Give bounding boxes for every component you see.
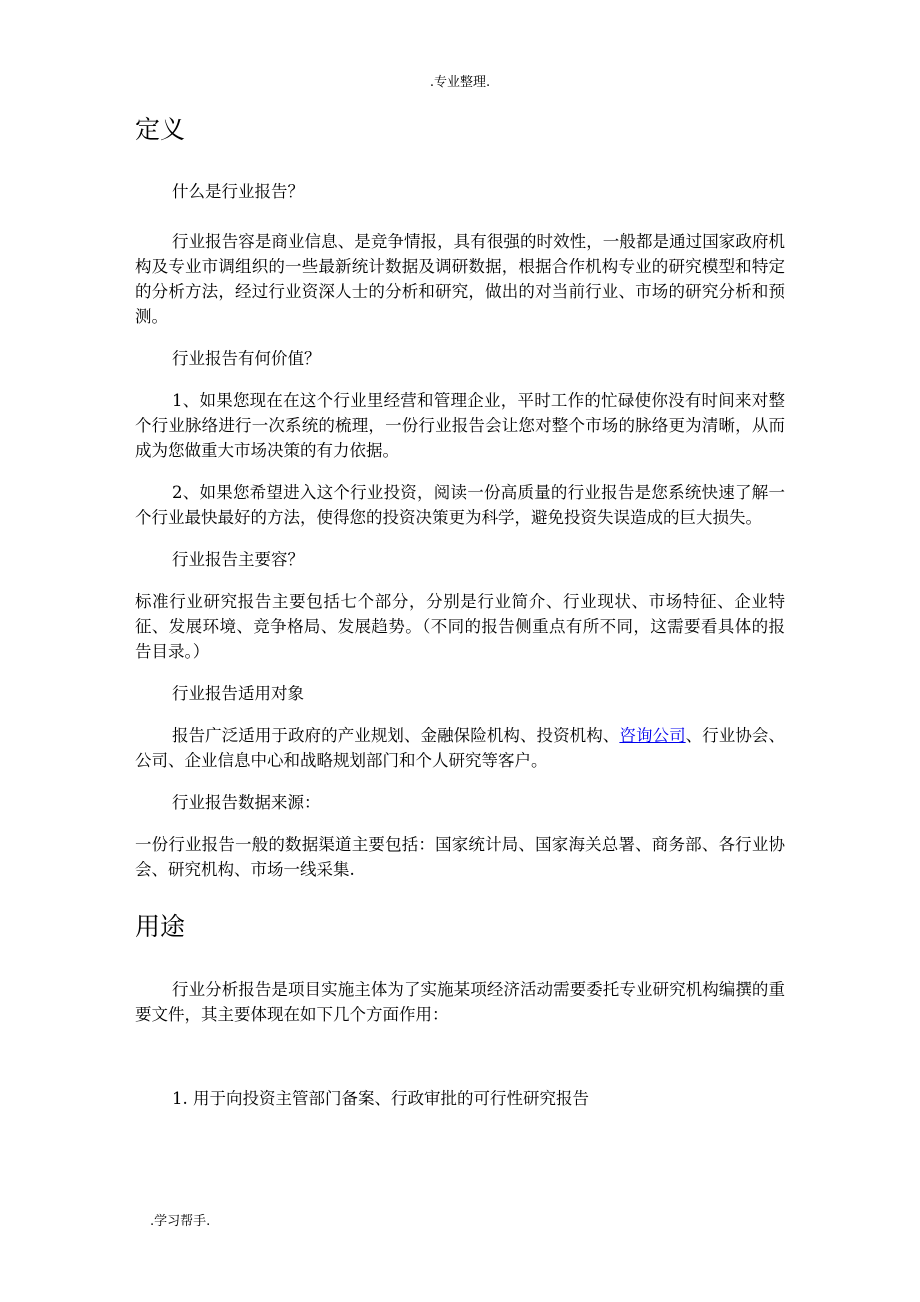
section-heading-usage: 用途 <box>135 912 186 941</box>
audience-text-after: 、行业协会、公司、企业信息中心和战略规划部门和个人研究等客户。 <box>135 726 786 770</box>
section-heading-definition: 定义 <box>135 115 186 144</box>
paragraph-report-audience <box>135 723 785 773</box>
question-what-is-report: 什么是行业报告？ <box>172 182 304 201</box>
question-report-value: 行业报告有何价值？ <box>172 349 321 368</box>
audience-text-before: 报告广泛适用于政府的产业规划、金融保险机构、投资机构、 <box>172 726 620 745</box>
consulting-company-link[interactable]: 咨询公司 <box>619 726 686 745</box>
question-report-audience: 行业报告适用对象 <box>172 684 304 703</box>
page-footer: .学习帮手. <box>150 1214 211 1229</box>
paragraph-value-2: 2、如果您希望进入这个行业投资，阅读一份高质量的行业报告是您系统快速了解一个行业最快最好的方法，使得您的投资决策更为科学，避免投资失误造成的巨大损失。 <box>135 483 785 527</box>
paragraph-data-sources: 一份行业报告一般的数据渠道主要包括：国家统计局、国家海关总署、商务部、各行业协会、研究机构、市场一线采集. <box>135 835 785 879</box>
question-report-main-content: 行业报告主要容？ <box>172 550 304 569</box>
paragraph-report-content: 行业报告容是商业信息、是竞争情报，具有很强的时效性，一般都是通过国家政府机构及专业市调组织的一些最新统计数据及调研数据，根据合作机构专业的研究模型和特定的分析方法，经过行业资深人士的分析和研究，做出的对当前行业、市场的研究分析和预测。 <box>135 232 785 326</box>
usage-item-1: 1. 用于向投资主管部门备案、行政审批的可行性研究报告 <box>172 1089 589 1108</box>
paragraph-report-parts: 标准行业研究报告主要包括七个部分，分别是行业简介、行业现状、市场特征、企业特征、发展环境、竞争格局、发展趋势。（不同的报告侧重点有所不同，这需要看具体的报告目录。） <box>135 592 785 661</box>
document-body <box>135 112 785 1111</box>
page-header: .专业整理. <box>429 75 491 90</box>
paragraph-value-1: 1、如果您现在在这个行业里经营和管理企业，平时工作的忙碌使你没有时间来对整个行业脉络进行一次系统的梳理，一份行业报告会让您对整个市场的脉络更为清晰，从而成为您做重大市场决策的有力依据。 <box>135 391 785 460</box>
question-data-sources: 行业报告数据来源： <box>172 793 321 812</box>
paragraph-usage-intro: 行业分析报告是项目实施主体为了实施某项经济活动需要委托专业研究机构编撰的重要文件，其主要体现在如下几个方面作用： <box>135 980 785 1024</box>
